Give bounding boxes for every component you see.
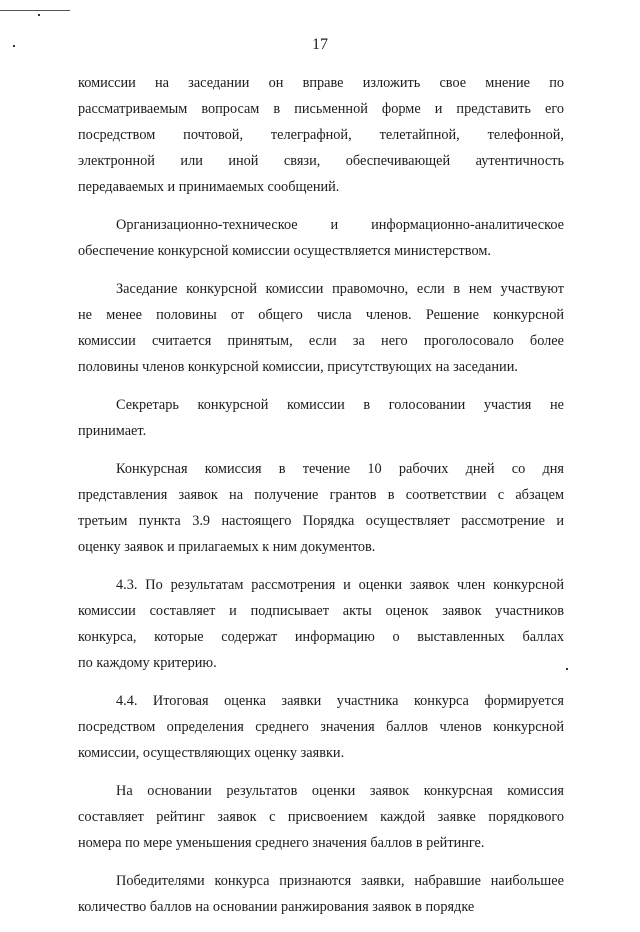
text-line: оценку заявок и прилагаемых к ним документов.: [78, 539, 376, 555]
text-line: третьим пункта 3.9 настоящего Порядка осуществляет рассмотрение и: [78, 513, 564, 529]
paragraph: [78, 392, 564, 444]
text-line: обеспечение конкурсной комиссии осуществляется министерством.: [78, 243, 491, 259]
text-line: На основании результатов оценки заявок конкурсная комиссия: [116, 783, 564, 799]
text-line: 4.4. Итоговая оценка заявки участника конкурса формируется: [116, 693, 564, 709]
text-line: 4.3. По результатам рассмотрения и оценки заявок член конкурсной: [116, 577, 564, 593]
text-line: рассматриваемым вопросам в письменной форме и представить его: [78, 101, 564, 117]
text-line: составляет рейтинг заявок с присвоением каждой заявке порядкового: [78, 809, 564, 825]
text-line: посредством почтовой, телеграфной, телетайпной, телефонной,: [78, 127, 564, 143]
scan-speck: [566, 668, 568, 670]
paragraph: [78, 456, 564, 560]
text-line: Организационно-техническое и информационно-аналитическое: [116, 217, 564, 233]
text-line: посредством определения среднего значения баллов членов конкурсной: [78, 719, 564, 735]
paragraph: [78, 572, 564, 676]
page-number: 17: [312, 36, 328, 53]
scan-speck: [38, 14, 40, 16]
text-line: Заседание конкурсной комиссии правомочно, если в нем участвуют: [116, 281, 564, 297]
text-line: половины членов конкурсной комиссии, присутствующих на заседании.: [78, 359, 518, 375]
paragraph: [78, 688, 564, 766]
text-line: не менее половины от общего числа членов. Решение конкурсной: [78, 307, 564, 323]
document-body: [78, 70, 564, 932]
text-line: комиссии считается принятым, если за него проголосовало более: [78, 333, 564, 349]
text-line: комиссии на заседании он вправе изложить свое мнение по: [78, 75, 564, 91]
text-line: количество баллов на основании ранжирования заявок в порядке: [78, 899, 475, 915]
paragraph: [78, 276, 564, 380]
text-line: номера по мере уменьшения среднего значения баллов в рейтинге.: [78, 835, 485, 851]
paragraph: [78, 778, 564, 856]
text-line: Победителями конкурса признаются заявки, набравшие наибольшее: [116, 873, 564, 889]
text-line: передаваемых и принимаемых сообщений.: [78, 179, 340, 195]
paragraph: [78, 212, 564, 264]
text-line: электронной или иной связи, обеспечивающей аутентичность: [78, 153, 564, 169]
paragraph: [78, 70, 564, 200]
text-line: Секретарь конкурсной комиссии в голосовании участия не: [116, 397, 564, 413]
text-line: принимает.: [78, 423, 147, 439]
text-line: Конкурсная комиссия в течение 10 рабочих дней со дня: [116, 461, 564, 477]
text-line: конкурса, которые содержат информацию о выставленных баллах: [78, 629, 564, 645]
text-line: по каждому критерию.: [78, 655, 217, 671]
text-line: комиссии составляет и подписывает акты оценок заявок участников: [78, 603, 564, 619]
text-line: комиссии, осуществляющих оценку заявки.: [78, 745, 345, 761]
scan-corner-mark: [0, 10, 70, 11]
text-line: представления заявок на получение грантов в соответствии с абзацем: [78, 487, 564, 503]
paragraph: [78, 868, 564, 920]
